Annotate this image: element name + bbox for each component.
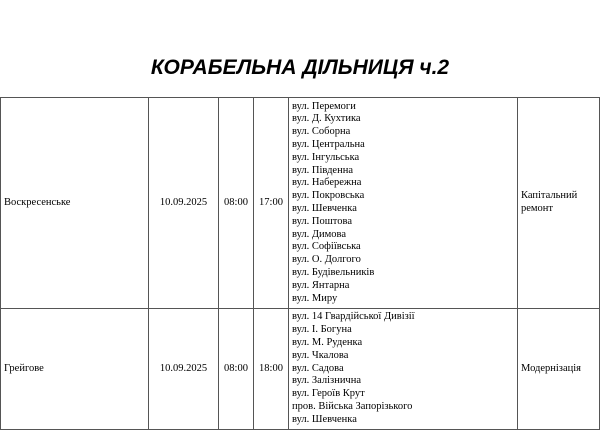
outage-schedule-table (0, 97, 600, 430)
date-cell: 10.09.2025 (149, 98, 219, 309)
street-item: вул. І. Богуна (292, 324, 352, 336)
street-item: вул. О. Долгого (292, 254, 361, 266)
street-item: вул. Миру (292, 292, 338, 304)
street-item: вул. Залізнична (292, 375, 361, 387)
street-item: вул. 14 Гвардійської Дивізії (292, 311, 415, 323)
street-item: вул. Димова (292, 228, 347, 240)
work-type-cell: Капітальний ремонт (518, 98, 600, 309)
document-title: КОРАБЕЛЬНА ДІЛЬНИЦЯ ч.2 (150, 56, 450, 79)
start-time-cell: 08:00 (219, 98, 254, 309)
work-type-cell: Модернізація (518, 309, 600, 430)
street-item: вул. Покровська (292, 190, 365, 202)
street-item: вул. Шевченка (292, 203, 357, 214)
street-item: вул. Будівельників (292, 266, 375, 278)
street-item: вул. Набережна (292, 177, 362, 189)
table-row (1, 309, 600, 430)
street-item: вул. Янтарна (292, 279, 350, 291)
street-item: вул. Чкалова (292, 349, 349, 361)
street-item: пров. Війська Запорізького (292, 400, 413, 412)
start-time-cell: 08:00 (219, 309, 254, 430)
street-item: вул. Д. Кухтика (292, 113, 361, 125)
street-item: вул. М. Руденка (292, 337, 363, 348)
street-item: вул. Героїв Крут (292, 388, 365, 400)
village-cell: Воскресенське (1, 98, 149, 309)
street-item: вул. Соборна (292, 126, 351, 138)
street-item: вул. Шевченка (292, 413, 357, 425)
village-cell: Грейгове (1, 309, 149, 430)
streets-cell (289, 309, 518, 430)
street-item: вул. Інгульська (292, 151, 360, 163)
street-item: вул. Перемоги (292, 100, 356, 112)
end-time-cell: 18:00 (254, 309, 289, 430)
streets-cell (289, 98, 518, 309)
date-cell: 10.09.2025 (149, 309, 219, 430)
street-item: вул. Південна (292, 164, 353, 176)
street-item: вул. Поштова (292, 215, 352, 227)
street-item: вул. Садова (292, 362, 344, 374)
street-item: вул. Софіївська (292, 241, 361, 253)
end-time-cell: 17:00 (254, 98, 289, 309)
table-row (1, 98, 600, 309)
street-item: вул. Центральна (292, 139, 365, 151)
